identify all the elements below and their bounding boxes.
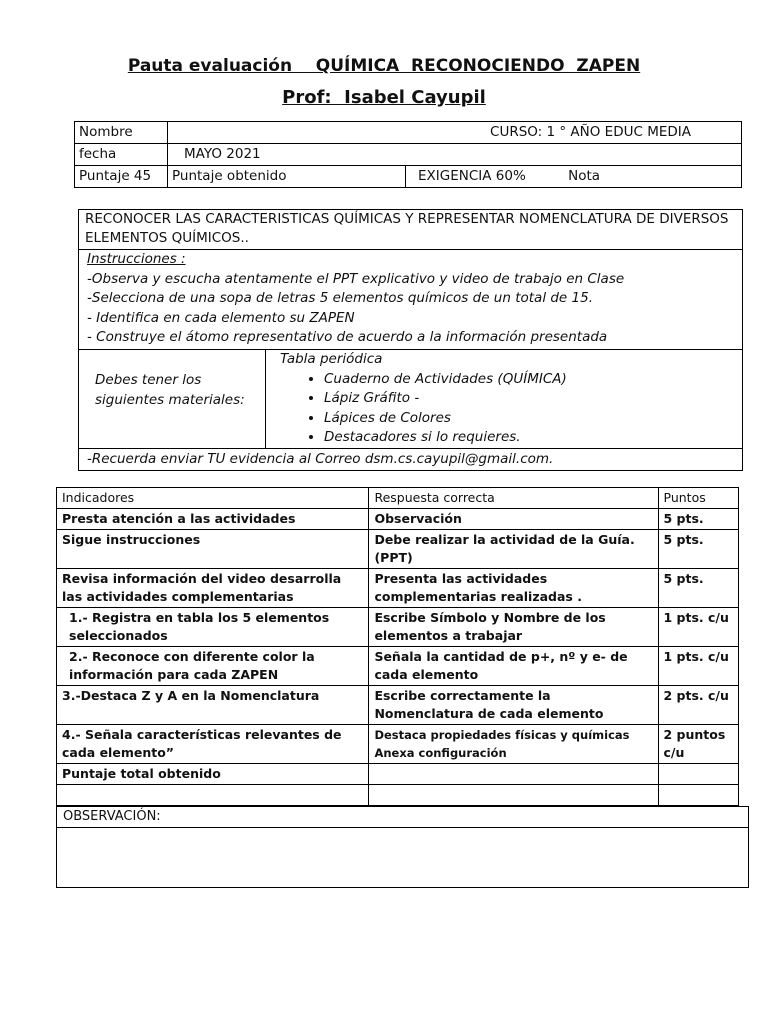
table-row	[57, 530, 739, 569]
table-row	[57, 686, 739, 725]
points-cell: 1 pts. c/u	[658, 608, 739, 647]
column-header: Respuesta correcta	[369, 488, 658, 509]
material-item: • Destacadores si lo requieres.	[324, 428, 742, 448]
student-info-table	[74, 121, 742, 188]
fecha-label: fecha	[75, 144, 168, 166]
answer-cell	[369, 764, 658, 785]
material-item: • Lápiz Gráfito -	[324, 389, 742, 409]
material-item: • Lápices de Colores	[324, 409, 742, 429]
nota-label: Nota	[568, 168, 601, 184]
table-header-row	[57, 488, 739, 509]
points-cell: 5 pts.	[658, 509, 739, 530]
instructions-heading: Instrucciones :	[87, 251, 186, 267]
indicator-cell: Presta atención a las actividades	[57, 509, 369, 530]
table-row	[57, 509, 739, 530]
learning-objective: RECONOCER LAS CARACTERISTICAS QUÍMICAS Y REPRESENTAR NOMENCLATURA DE DIVERSOS ELEMENTOS QUÍMICOS..	[79, 210, 742, 250]
nombre-label: Nombre	[75, 122, 168, 144]
table-row	[57, 725, 739, 764]
instructions-box	[78, 209, 743, 471]
instruction-item: -Selecciona de una sopa de letras 5 elementos químicos de un total de 15.	[87, 290, 593, 306]
answer-cell	[369, 785, 658, 806]
table-row	[57, 647, 739, 686]
indicator-cell: 4.- Señala características relevantes de cada elemento”	[57, 725, 369, 764]
answer-cell: Presenta las actividades complementarias realizadas .	[369, 569, 658, 608]
answer-cell	[369, 725, 658, 764]
column-header: Puntos	[658, 488, 739, 509]
points-cell: 5 pts.	[658, 530, 739, 569]
grading-table	[56, 487, 739, 806]
points-cell	[658, 785, 739, 806]
material-item: • Cuaderno de Actividades (QUÍMICA)	[324, 370, 742, 390]
instructions-section	[79, 250, 742, 350]
materials-list	[280, 370, 742, 448]
document-title: Pauta evaluación QUÍMICA RECONOCIENDO ZAPEN	[127, 56, 641, 76]
fecha-value: MAYO 2021	[168, 144, 742, 166]
materials-section	[79, 350, 742, 449]
puntaje-obtenido: Puntaje obtenido	[168, 166, 406, 188]
table-row	[57, 608, 739, 647]
instruction-item: -Observa y escucha atentamente el PPT explicativo y video de trabajo en Clase	[87, 270, 625, 287]
instruction-item: - Identifica en cada elemento su ZAPEN	[87, 309, 355, 326]
indicator-cell: Puntaje total obtenido	[57, 764, 369, 785]
indicator-cell: Revisa información del video desarrolla las actividades complementarias	[57, 569, 369, 608]
instruction-item: - Construye el átomo representativo de acuerdo a la información presentada	[87, 329, 608, 345]
curso-label: CURSO: 1 ° AÑO EDUC MEDIA	[490, 124, 691, 140]
answer-cell: Escribe correctamente la Nomenclatura de cada elemento	[369, 686, 658, 725]
exigencia-label: EXIGENCIA 60%	[418, 168, 526, 184]
answer-cell: Señala la cantidad de p+, nº y e- de cada elemento	[369, 647, 658, 686]
answer-line: Destaca propiedades físicas y químicas	[374, 728, 630, 742]
teacher-name: Prof: Isabel Cayupil	[282, 87, 486, 108]
email-reminder: -Recuerda enviar TU evidencia al Correo dsm.cs.cayupil@gmail.com.	[87, 451, 554, 467]
observation-box	[56, 806, 749, 888]
points-cell: 1 pts. c/u	[658, 647, 739, 686]
indicator-cell: 2.- Reconoce con diferente color la información para cada ZAPEN	[57, 647, 369, 686]
materials-list-container	[266, 350, 742, 448]
points-cell: 2 pts. c/u	[658, 686, 739, 725]
points-cell: 2 puntos c/u	[658, 725, 739, 764]
answer-line: Anexa configuración	[374, 746, 507, 760]
table-row	[57, 764, 739, 785]
materials-label: Debes tener los siguientes materiales:	[79, 350, 266, 448]
nombre-field	[168, 122, 742, 144]
column-header: Indicadores	[57, 488, 369, 509]
answer-cell: Observación	[369, 509, 658, 530]
answer-cell: Debe realizar la actividad de la Guía. (PPT)	[369, 530, 658, 569]
points-cell: 5 pts.	[658, 569, 739, 608]
materials-heading: Tabla periódica	[280, 351, 383, 367]
puntaje-label: Puntaje 45	[75, 166, 168, 188]
table-row	[57, 569, 739, 608]
table-row	[57, 785, 739, 806]
indicator-cell: Sigue instrucciones	[57, 530, 369, 569]
indicator-cell	[57, 785, 369, 806]
indicator-cell: 1.- Registra en tabla los 5 elementos seleccionados	[57, 608, 369, 647]
answer-cell: Escribe Símbolo y Nombre de los elementos a trabajar	[369, 608, 658, 647]
exigencia-cell	[406, 166, 742, 188]
indicator-cell: 3.-Destaca Z y A en la Nomenclatura	[57, 686, 369, 725]
observation-label: OBSERVACIÓN:	[57, 807, 748, 828]
points-cell	[658, 764, 739, 785]
